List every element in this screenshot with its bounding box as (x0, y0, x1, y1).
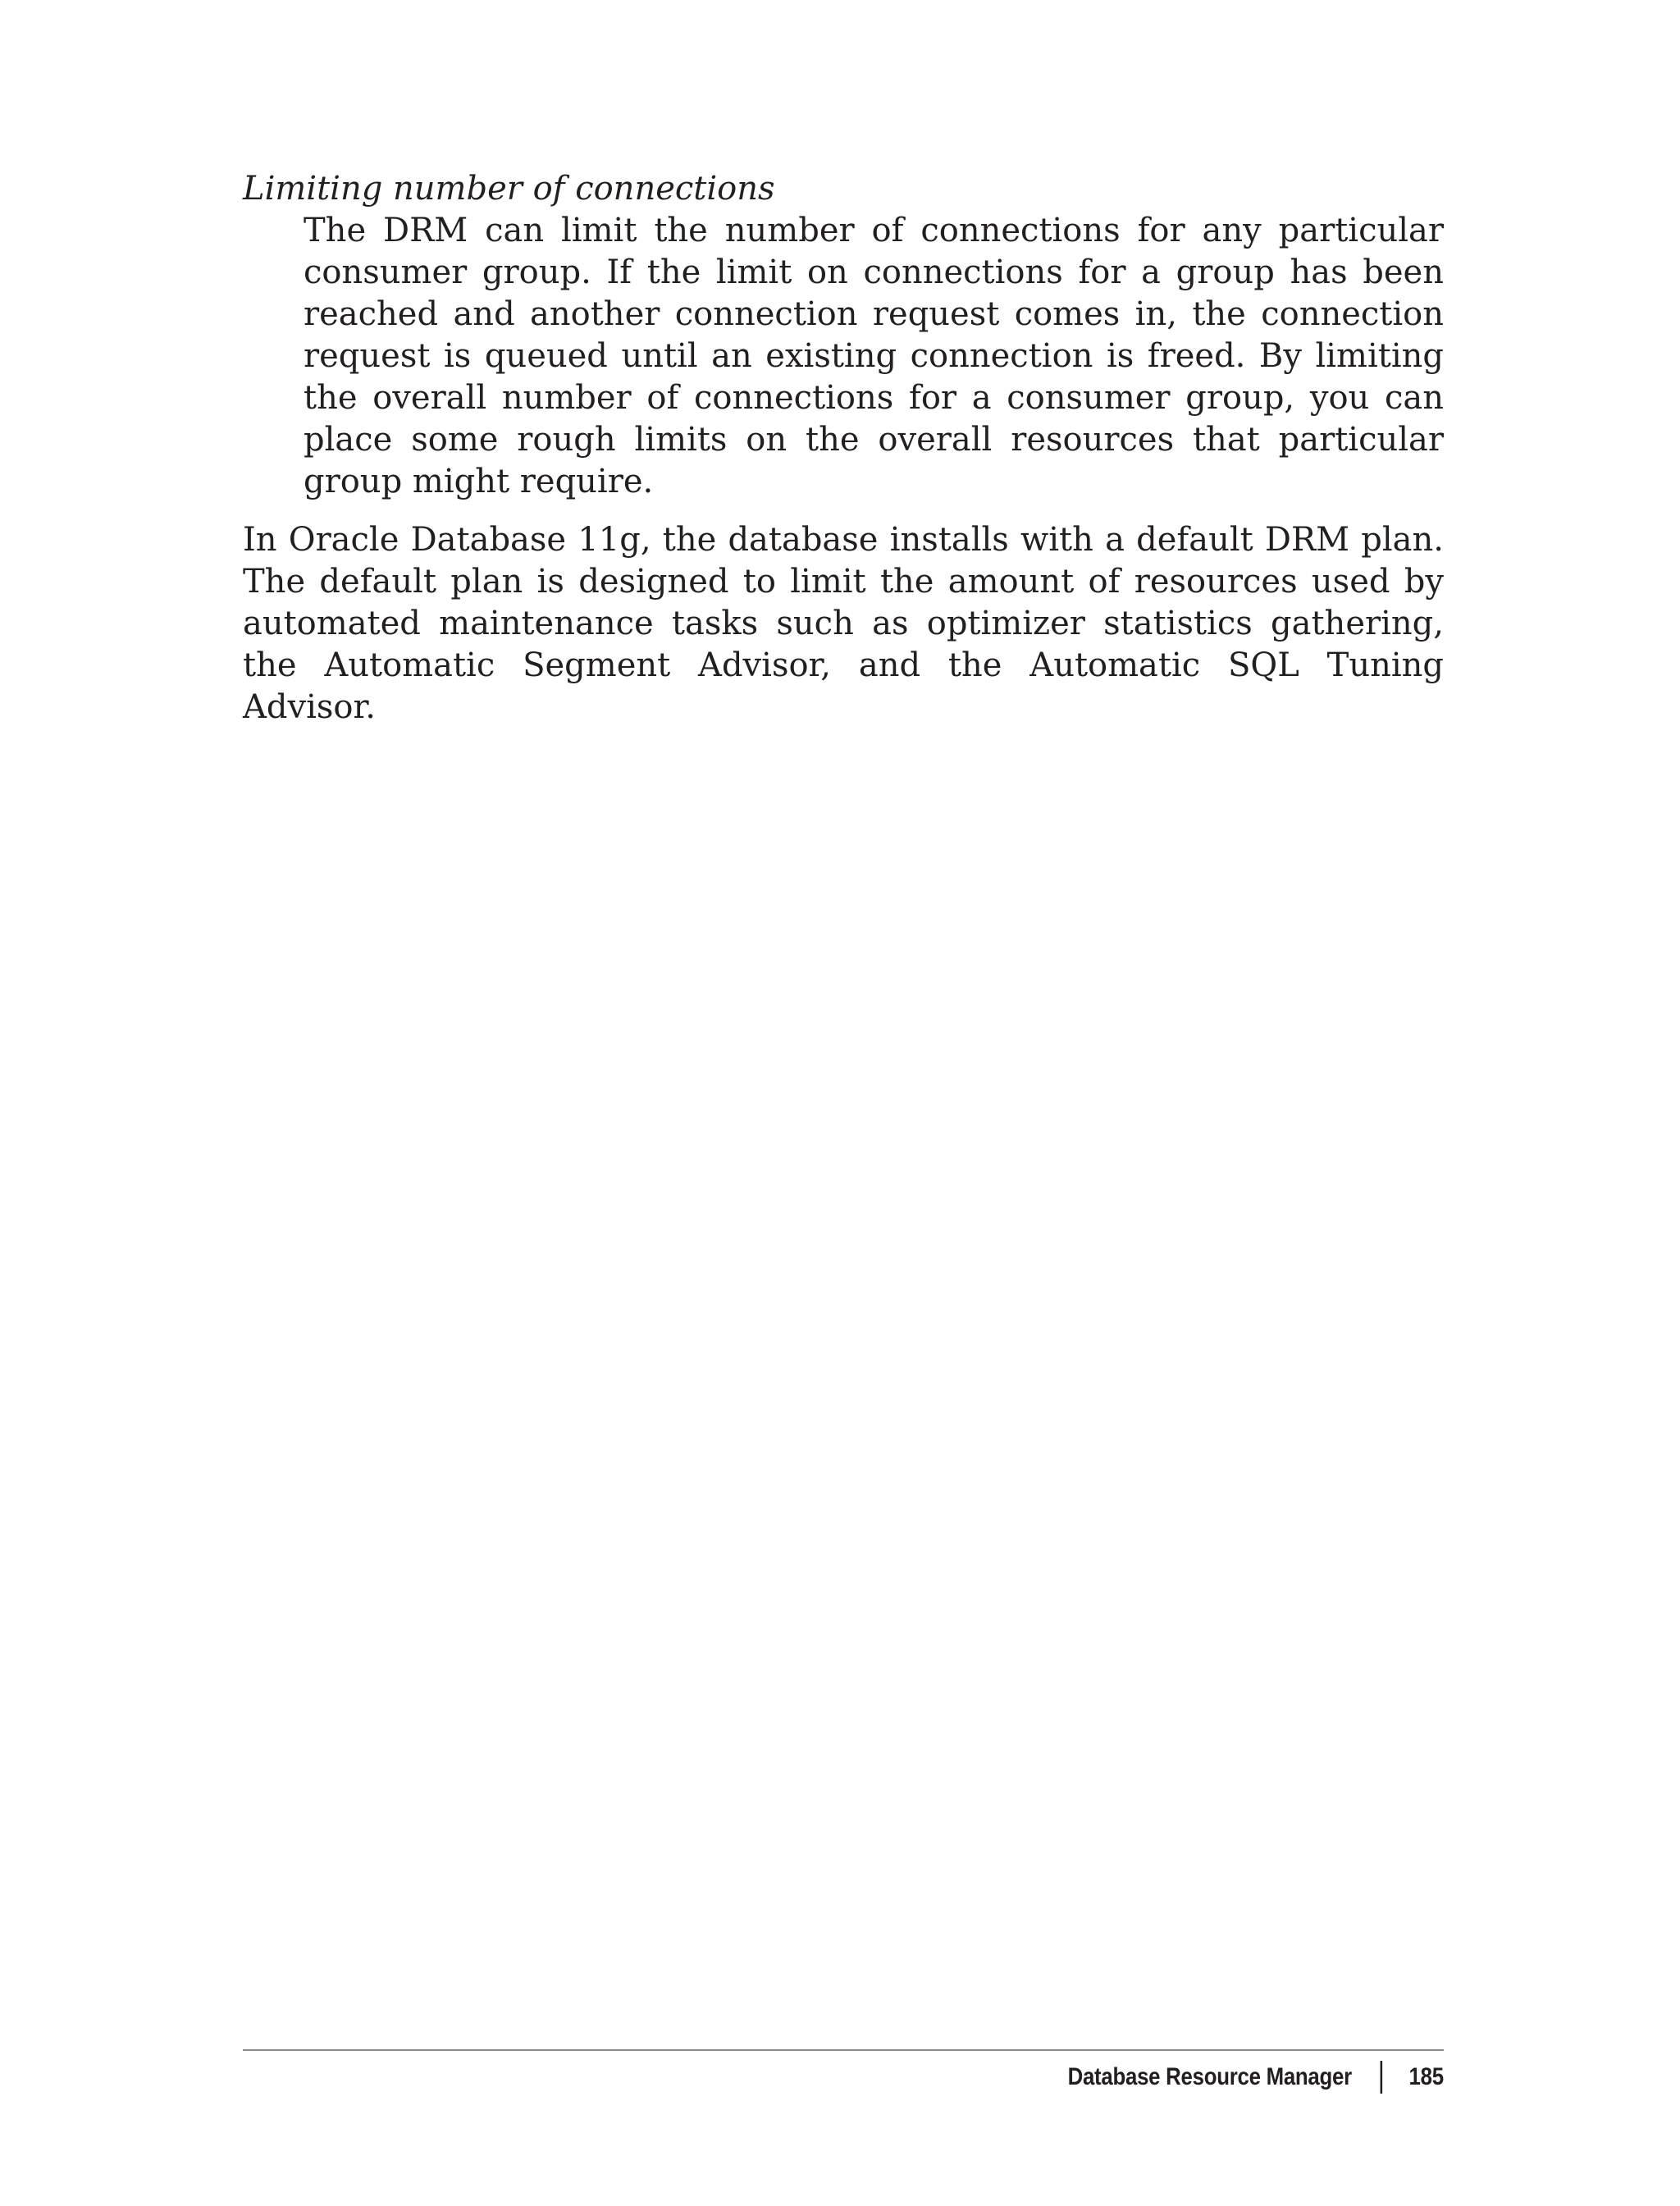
footer-separator (1380, 2061, 1382, 2094)
definition-entry (243, 168, 1444, 503)
entry-term: Limiting number of connections (243, 170, 775, 208)
footer-section-title: Database Resource Manager (1067, 2063, 1353, 2090)
page-number: 185 (1408, 2063, 1444, 2090)
running-footer (1068, 2059, 1444, 2095)
entry-definition: The DRM can limit the number of connections for any particular consumer group. If the limit on connections for a group has been reached and another connection request comes in, the connection request is queued until an existing connection is freed. By limiting the overall number of connections for a consumer group, you can place some rough limits on the overall resources that particular group might require. (304, 212, 1444, 500)
page-body (243, 168, 1444, 728)
footer-divider (243, 2049, 1444, 2051)
body-paragraph: In Oracle Database 11g, the database installs with a default DRM plan. The default plan is designed to limit the amount of resources used by automated maintenance tasks such as optimizer statistics gathering, the Automatic Segment Advisor, and the Automatic SQL Tuning Advisor. (243, 521, 1444, 726)
